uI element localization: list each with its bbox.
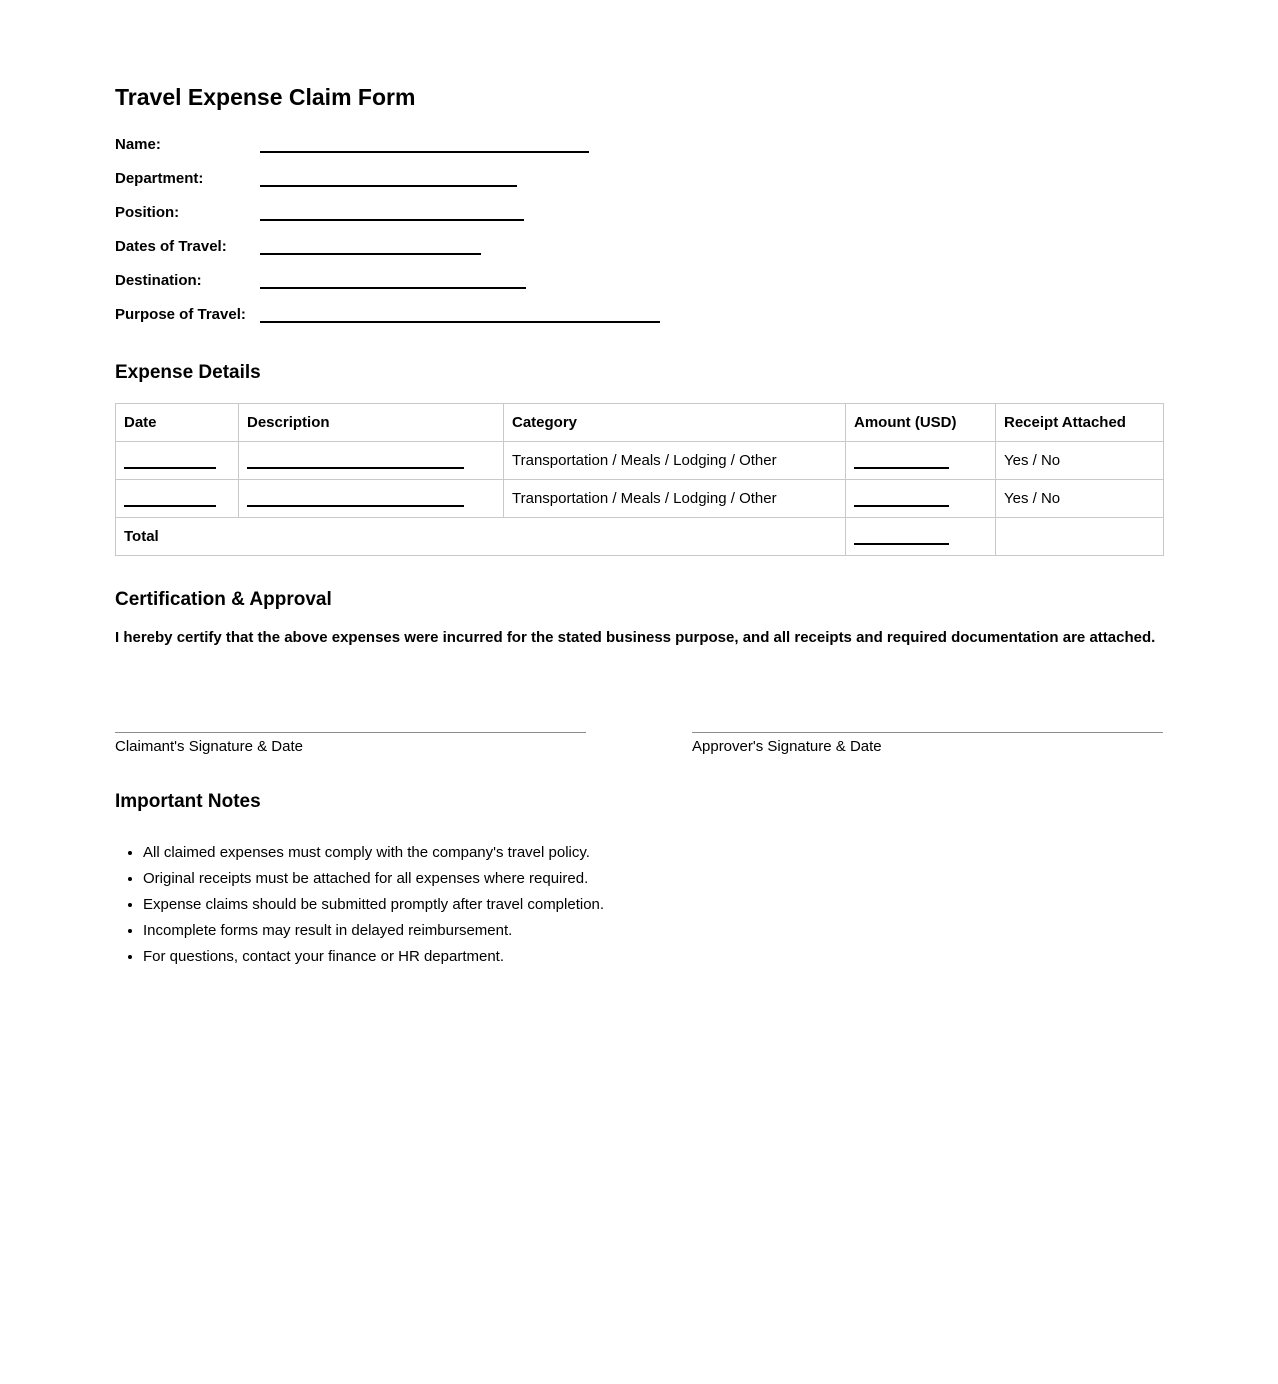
amount-fill-line	[854, 453, 949, 469]
important-notes-list	[115, 845, 1163, 965]
department-fill-line	[260, 172, 517, 187]
approver-signature-block	[692, 732, 1163, 755]
field-row-department	[115, 171, 1163, 187]
date-fill-line	[124, 491, 216, 507]
field-row-dates-of-travel	[115, 239, 1163, 255]
important-notes-heading: Important Notes	[115, 791, 261, 812]
claimant-signature-line	[115, 732, 586, 733]
claimant-signature-label: Claimant's Signature & Date	[115, 738, 303, 755]
total-amount-cell	[846, 518, 996, 556]
page-title: Travel Expense Claim Form	[115, 84, 416, 110]
receipt-column-header: Receipt Attached	[996, 404, 1164, 442]
description-cell	[239, 480, 504, 518]
destination-fill-line	[260, 274, 526, 289]
name-fill-line	[260, 138, 589, 153]
date-cell	[116, 480, 239, 518]
field-row-purpose	[115, 307, 1163, 323]
position-fill-line	[260, 206, 524, 221]
category-column-header: Category	[504, 404, 846, 442]
expense-row-2	[116, 480, 1164, 518]
expense-details-heading: Expense Details	[115, 362, 261, 383]
category-cell: Transportation / Meals / Lodging / Other	[504, 442, 846, 480]
total-fill-line	[854, 529, 949, 545]
receipt-cell: Yes / No	[996, 480, 1164, 518]
amount-column-header: Amount (USD)	[846, 404, 996, 442]
certification-statement: I hereby certify that the above expenses were incurred for the stated business purpose, and all receipts and required documentation are attached.	[115, 629, 1156, 646]
expense-row-1	[116, 442, 1164, 480]
approver-signature-line	[692, 732, 1163, 733]
dates-of-travel-label: Dates of Travel:	[115, 238, 227, 255]
expense-table	[115, 403, 1164, 556]
destination-label: Destination:	[115, 272, 202, 289]
field-row-name	[115, 137, 1163, 153]
document-page	[0, 84, 1278, 965]
note-item: • All claimed expenses must comply with the company's travel policy.	[143, 845, 1163, 861]
purpose-of-travel-label: Purpose of Travel:	[115, 306, 246, 323]
amount-cell	[846, 442, 996, 480]
name-label: Name:	[115, 136, 161, 153]
expense-table-header-row	[116, 404, 1164, 442]
description-column-header: Description	[239, 404, 504, 442]
department-label: Department:	[115, 170, 204, 187]
amount-cell	[846, 480, 996, 518]
description-fill-line	[247, 453, 464, 469]
field-row-destination	[115, 273, 1163, 289]
approver-signature-label: Approver's Signature & Date	[692, 738, 882, 755]
note-item: • Original receipts must be attached for all expenses where required.	[143, 871, 1163, 887]
note-item: • Incomplete forms may result in delayed reimbursement.	[143, 923, 1163, 939]
description-cell	[239, 442, 504, 480]
header-fields	[115, 137, 1163, 323]
date-cell	[116, 442, 239, 480]
certification-heading: Certification & Approval	[115, 589, 332, 610]
position-label: Position:	[115, 204, 180, 221]
description-fill-line	[247, 491, 464, 507]
total-row	[116, 518, 1164, 556]
note-item: • Expense claims should be submitted promptly after travel completion.	[143, 897, 1163, 913]
signature-section	[115, 732, 1163, 755]
claimant-signature-block	[115, 732, 586, 755]
receipt-cell: Yes / No	[996, 442, 1164, 480]
note-item: • For questions, contact your finance or HR department.	[143, 949, 1163, 965]
total-receipt-cell	[996, 518, 1164, 556]
date-column-header: Date	[116, 404, 239, 442]
category-cell: Transportation / Meals / Lodging / Other	[504, 480, 846, 518]
total-label: Total	[116, 518, 846, 556]
dates-of-travel-fill-line	[260, 240, 481, 255]
purpose-fill-line	[260, 308, 660, 323]
date-fill-line	[124, 453, 216, 469]
field-row-position	[115, 205, 1163, 221]
amount-fill-line	[854, 491, 949, 507]
